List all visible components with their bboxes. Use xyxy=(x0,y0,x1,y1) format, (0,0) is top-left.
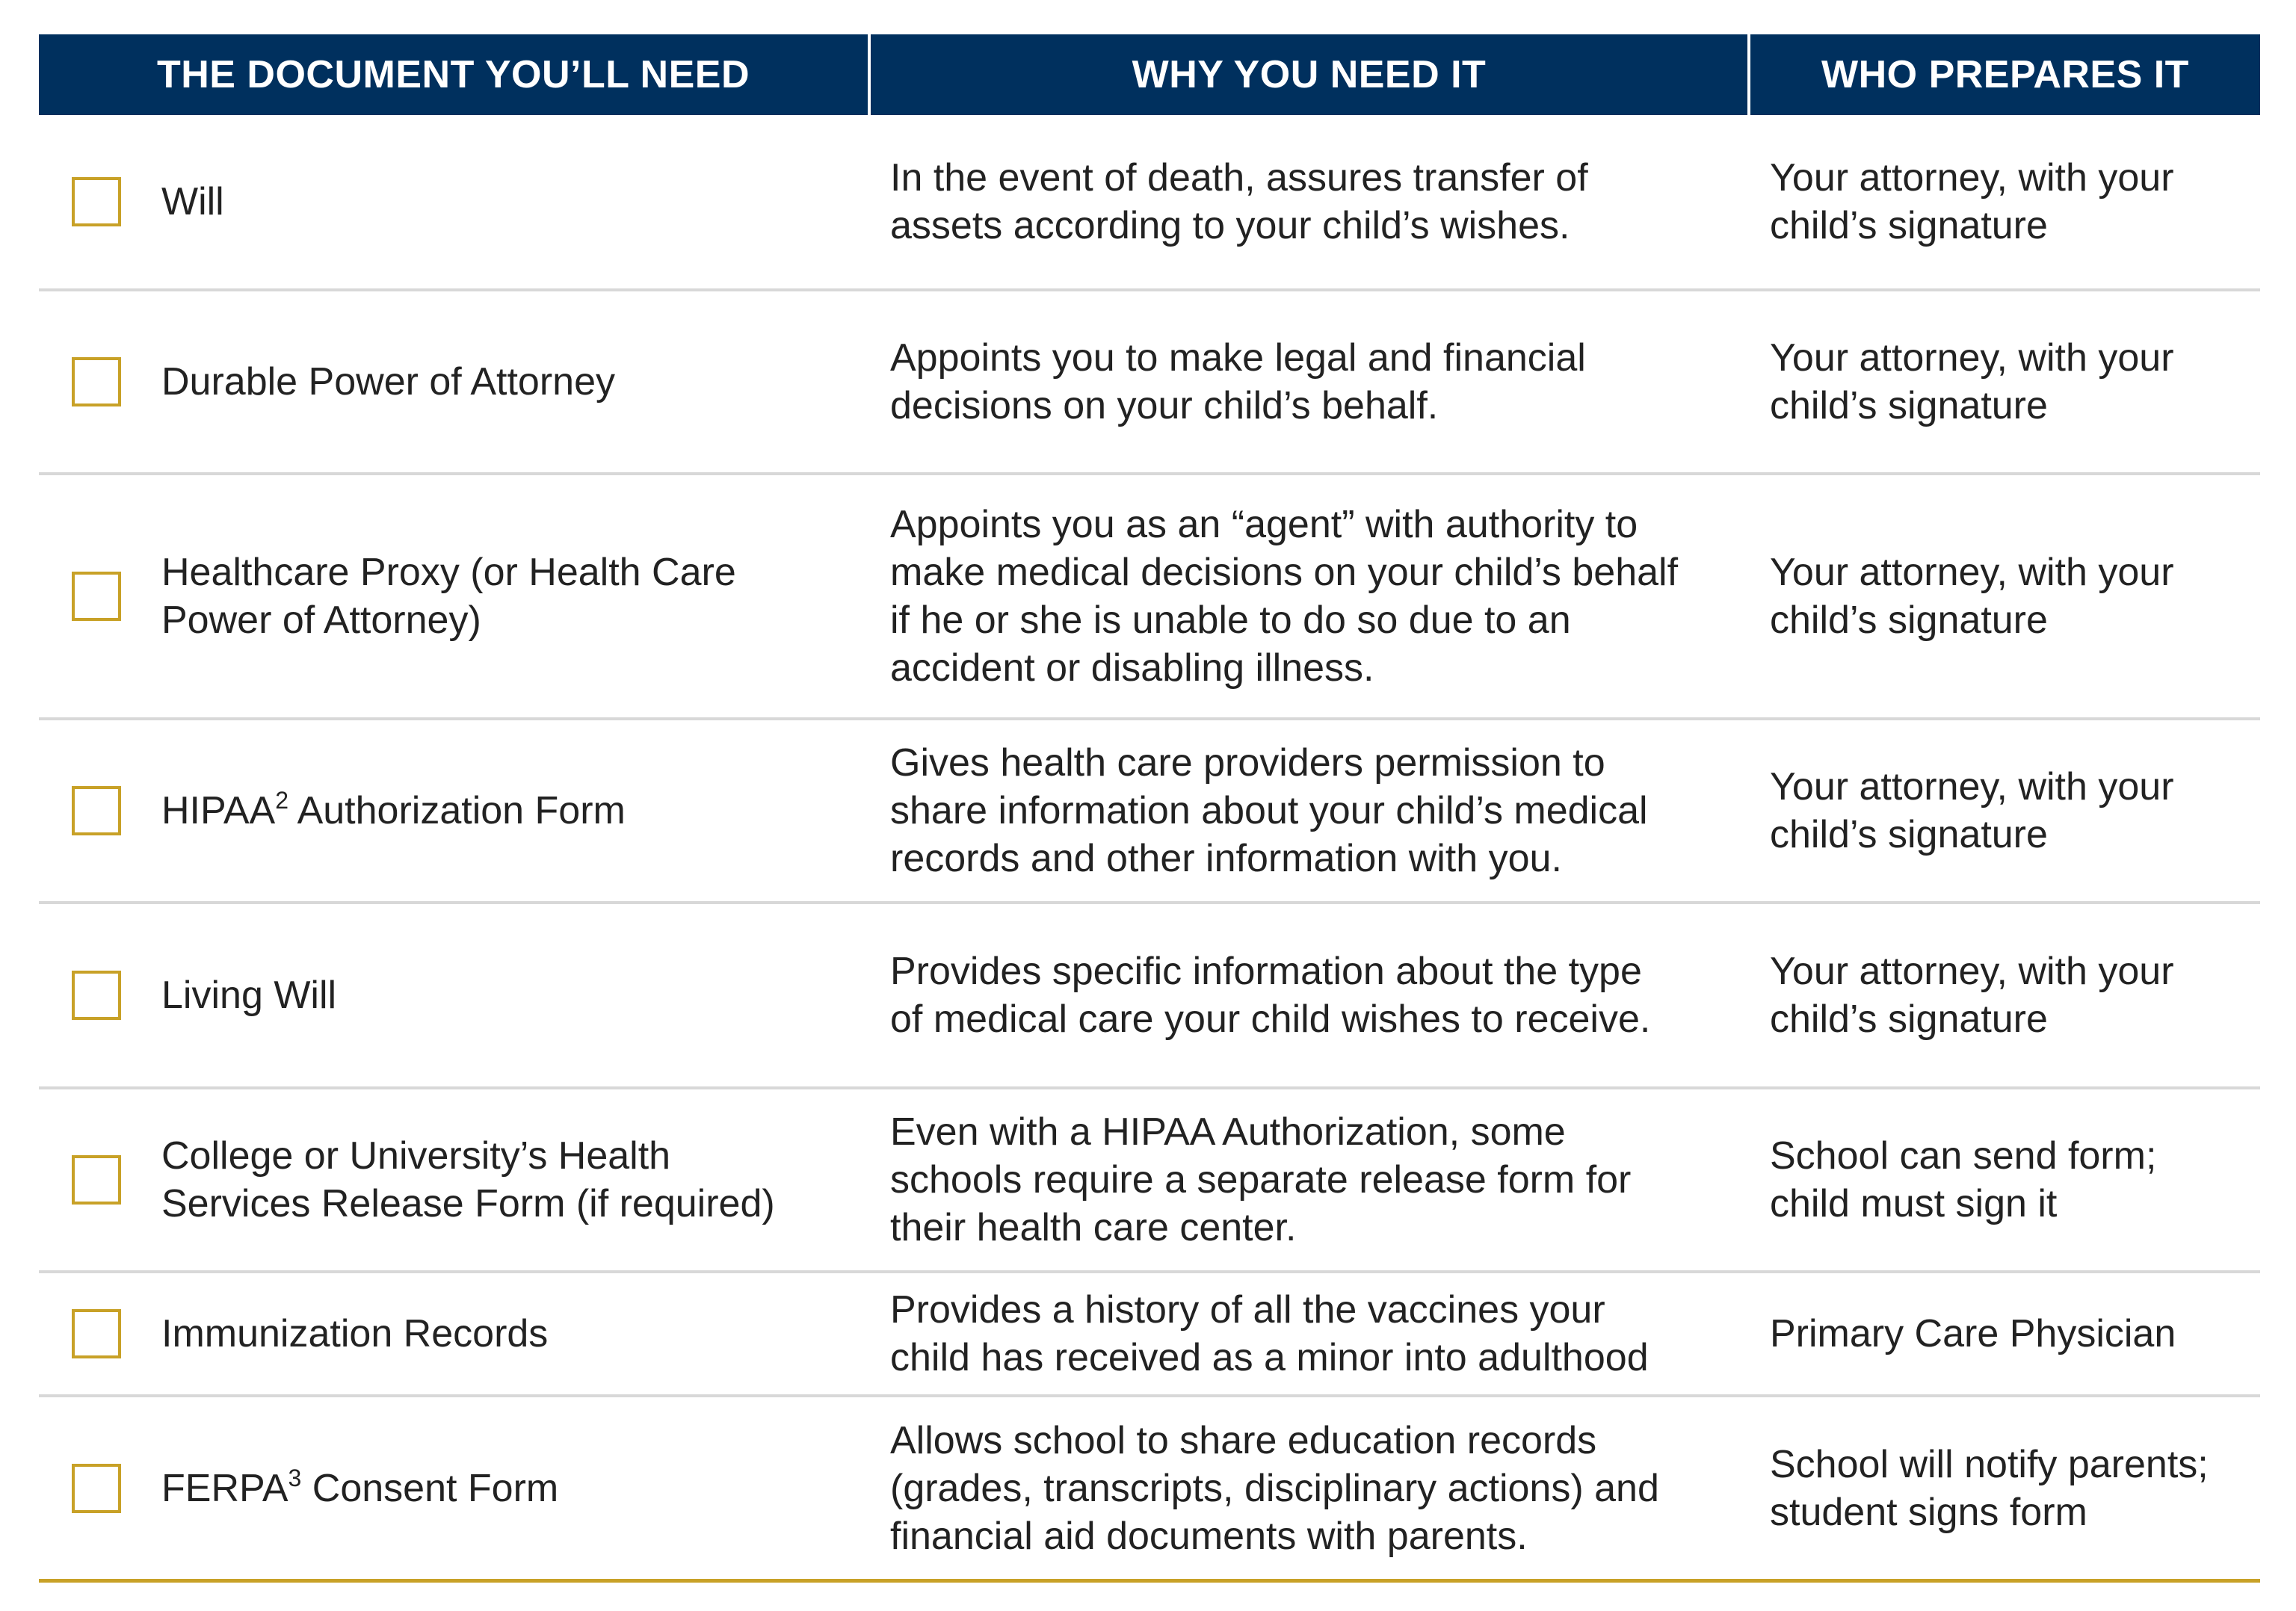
who-cell: School will notify parents; student signs form xyxy=(1770,1442,2209,1534)
why-cell: Even with a HIPAA Authorization, some schools require a separate release form for their health care center. xyxy=(890,1110,1632,1249)
why-cell: Appoints you to make legal and financial decisions on your child’s behalf. xyxy=(890,336,1586,427)
checkbox[interactable] xyxy=(72,971,121,1020)
documents-checklist-table xyxy=(39,34,2260,1583)
why-cell: Allows school to share education records (grades, transcripts, disciplinary actions) and financial aid documents with parents. xyxy=(890,1418,1659,1558)
who-cell: Your attorney, with your child’s signature xyxy=(1770,765,2174,856)
table-row xyxy=(39,904,2260,1089)
document-cell xyxy=(39,1089,871,1270)
checkbox[interactable] xyxy=(72,786,121,835)
table-row xyxy=(39,720,2260,904)
document-cell xyxy=(39,1273,871,1394)
table-row xyxy=(39,115,2260,291)
checkbox[interactable] xyxy=(72,1155,121,1205)
document-cell xyxy=(39,475,871,717)
why-cell: In the event of death, assures transfer of assets according to your child’s wishes. xyxy=(890,156,1588,247)
document-cell xyxy=(39,1397,871,1579)
who-cell: Your attorney, with your child’s signature xyxy=(1770,551,2174,642)
checkbox[interactable] xyxy=(72,572,121,621)
document-cell xyxy=(39,291,871,472)
document-name: Durable Power of Attorney xyxy=(161,360,615,403)
who-cell: School can send form; child must sign it xyxy=(1770,1134,2157,1225)
who-cell: Your attorney, with your child’s signature xyxy=(1770,156,2174,247)
who-cell: Your attorney, with your child’s signature xyxy=(1770,950,2174,1041)
checkbox[interactable] xyxy=(72,1464,121,1513)
table-row xyxy=(39,1089,2260,1273)
document-cell xyxy=(39,115,871,288)
table-row xyxy=(39,1273,2260,1397)
table-header xyxy=(39,34,2260,115)
header-document: THE DOCUMENT YOU’LL NEED xyxy=(39,34,871,115)
document-name: Living Will xyxy=(161,974,337,1017)
document-name: Immunization Records xyxy=(161,1312,549,1355)
header-why: WHY YOU NEED IT xyxy=(871,34,1750,115)
header-who: WHO PREPARES IT xyxy=(1821,53,2189,96)
who-cell: Your attorney, with your child’s signature xyxy=(1770,336,2174,427)
document-name: HIPAA$^2$ Authorization Form xyxy=(161,787,626,832)
document-cell xyxy=(39,904,871,1086)
checkbox[interactable] xyxy=(72,357,121,406)
document-cell xyxy=(39,720,871,901)
why-cell: Provides specific information about the type of medical care your child wishes to receive. xyxy=(890,950,1651,1041)
checkbox[interactable] xyxy=(72,1309,121,1358)
why-cell: Appoints you as an “agent” with authority to make medical decisions on your child’s behalf if he or she is unable to do so due to an accident or disabling illness. xyxy=(890,503,1679,690)
why-cell: Provides a history of all the vaccines your child has received as a minor into adulthood xyxy=(890,1288,1649,1379)
document-name: Healthcare Proxy (or Health Care Power of Attorney) xyxy=(161,551,736,642)
checkbox[interactable] xyxy=(72,177,121,226)
document-name: College or University’s Health Services Release Form (if required) xyxy=(161,1134,775,1225)
document-name: FERPA$^3$ Consent Form xyxy=(161,1464,559,1510)
why-cell: Gives health care providers permission to share information about your child’s medical records and other information with you. xyxy=(890,741,1648,880)
document-name: Will xyxy=(161,180,224,223)
table-row xyxy=(39,291,2260,475)
who-cell: Primary Care Physician xyxy=(1770,1312,2176,1355)
table-row xyxy=(39,1397,2260,1583)
table-row xyxy=(39,475,2260,720)
